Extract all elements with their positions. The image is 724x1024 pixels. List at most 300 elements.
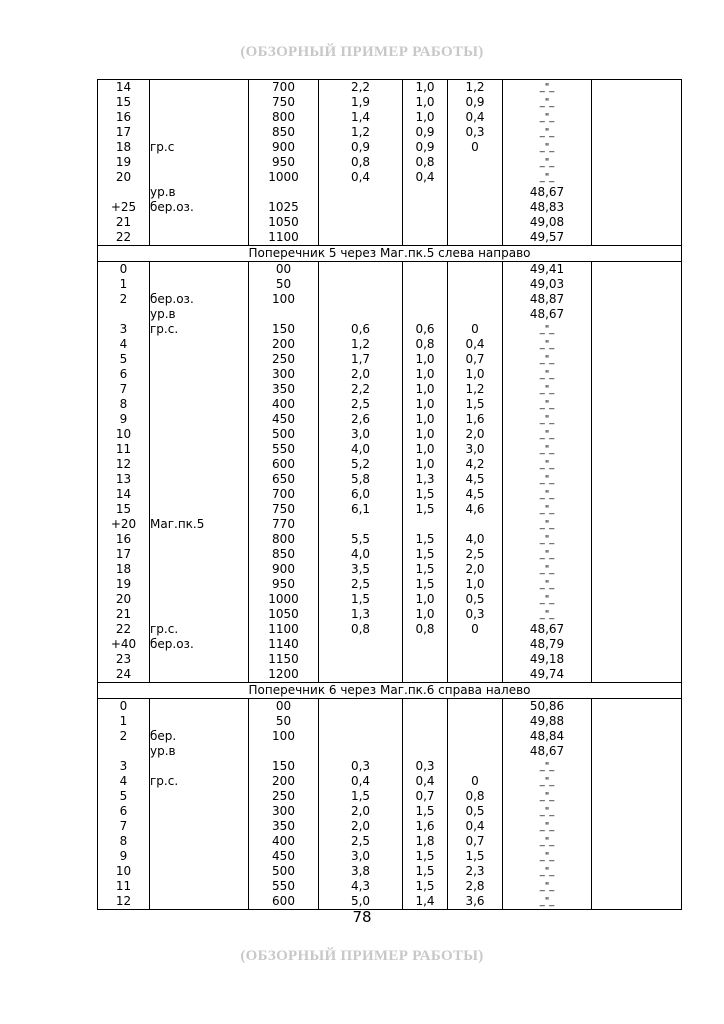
silt-depth-cell: 1,0 — [448, 367, 503, 382]
table-row — [98, 397, 682, 412]
point-description-cell: бер.оз. — [150, 292, 249, 307]
distance-cell: 1050 — [249, 607, 319, 622]
distance-cell: 1200 — [249, 667, 319, 683]
water-depth-cell: 1,8 — [403, 834, 448, 849]
table-row — [98, 125, 682, 140]
silt-depth-cell — [448, 637, 503, 652]
depth-cell — [319, 215, 403, 230]
empty-cell — [592, 307, 682, 322]
empty-cell — [592, 729, 682, 744]
silt-depth-cell: 0,4 — [448, 337, 503, 352]
silt-depth-cell — [448, 185, 503, 200]
silt-depth-cell: 0,7 — [448, 834, 503, 849]
elevation-cell: _"_ — [503, 592, 592, 607]
silt-depth-cell: 4,5 — [448, 472, 503, 487]
empty-cell — [592, 95, 682, 110]
distance-cell: 800 — [249, 110, 319, 125]
point-description-cell — [150, 667, 249, 683]
point-description-cell — [150, 472, 249, 487]
point-description-cell — [150, 804, 249, 819]
distance-cell: 600 — [249, 457, 319, 472]
section-header-row — [98, 683, 682, 699]
empty-cell — [592, 592, 682, 607]
table-row — [98, 442, 682, 457]
table-row — [98, 699, 682, 715]
table-row — [98, 532, 682, 547]
table-row — [98, 652, 682, 667]
point-description-cell: гр.с. — [150, 322, 249, 337]
water-depth-cell: 0,8 — [403, 155, 448, 170]
point-description-cell — [150, 382, 249, 397]
distance-cell: 550 — [249, 442, 319, 457]
empty-cell — [592, 352, 682, 367]
watermark-top: (ОБЗОРНЫЙ ПРИМЕР РАБОТЫ) — [240, 44, 484, 60]
empty-cell — [592, 367, 682, 382]
elevation-cell: _"_ — [503, 819, 592, 834]
point-number-cell: 8 — [98, 397, 150, 412]
distance-cell — [249, 744, 319, 759]
elevation-cell: _"_ — [503, 427, 592, 442]
empty-cell — [592, 322, 682, 337]
elevation-cell: _"_ — [503, 894, 592, 910]
elevation-cell: _"_ — [503, 442, 592, 457]
silt-depth-cell: 1,2 — [448, 382, 503, 397]
depth-cell: 0,3 — [319, 759, 403, 774]
table-row — [98, 262, 682, 278]
point-description-cell — [150, 367, 249, 382]
distance-cell: 1000 — [249, 170, 319, 185]
distance-cell: 350 — [249, 382, 319, 397]
silt-depth-cell: 2,0 — [448, 427, 503, 442]
distance-cell: 1100 — [249, 230, 319, 246]
empty-cell — [592, 457, 682, 472]
elevation-cell: _"_ — [503, 472, 592, 487]
silt-depth-cell — [448, 292, 503, 307]
table-row — [98, 607, 682, 622]
silt-depth-cell: 2,0 — [448, 562, 503, 577]
elevation-cell: _"_ — [503, 577, 592, 592]
point-number-cell: 19 — [98, 577, 150, 592]
point-number-cell: 10 — [98, 427, 150, 442]
water-depth-cell: 1,0 — [403, 607, 448, 622]
depth-cell: 0,9 — [319, 140, 403, 155]
point-description-cell — [150, 215, 249, 230]
water-depth-cell: 1,0 — [403, 352, 448, 367]
elevation-cell: _"_ — [503, 367, 592, 382]
depth-cell: 0,4 — [319, 774, 403, 789]
distance-cell: 950 — [249, 577, 319, 592]
point-description-cell — [150, 80, 249, 96]
elevation-cell: _"_ — [503, 125, 592, 140]
point-number-cell: 8 — [98, 834, 150, 849]
water-depth-cell: 1,5 — [403, 562, 448, 577]
distance-cell: 250 — [249, 352, 319, 367]
elevation-cell: _"_ — [503, 412, 592, 427]
water-depth-cell — [403, 200, 448, 215]
point-number-cell: 22 — [98, 230, 150, 246]
table-row — [98, 352, 682, 367]
point-number-cell: 21 — [98, 607, 150, 622]
table-row — [98, 170, 682, 185]
water-depth-cell: 1,4 — [403, 894, 448, 910]
silt-depth-cell: 4,2 — [448, 457, 503, 472]
elevation-cell: _"_ — [503, 502, 592, 517]
point-description-cell — [150, 547, 249, 562]
depth-cell: 2,6 — [319, 412, 403, 427]
point-description-cell — [150, 789, 249, 804]
distance-cell: 50 — [249, 714, 319, 729]
silt-depth-cell: 1,5 — [448, 849, 503, 864]
distance-cell: 450 — [249, 412, 319, 427]
depth-cell: 0,8 — [319, 622, 403, 637]
table-row — [98, 849, 682, 864]
point-number-cell: 14 — [98, 487, 150, 502]
depth-cell: 5,5 — [319, 532, 403, 547]
distance-cell: 850 — [249, 125, 319, 140]
empty-cell — [592, 487, 682, 502]
point-number-cell: 7 — [98, 382, 150, 397]
table-row — [98, 879, 682, 894]
table-row — [98, 517, 682, 532]
silt-depth-cell: 0,3 — [448, 125, 503, 140]
elevation-cell: _"_ — [503, 80, 592, 96]
elevation-cell: _"_ — [503, 517, 592, 532]
depth-cell: 1,2 — [319, 125, 403, 140]
elevation-cell: _"_ — [503, 759, 592, 774]
table-row — [98, 577, 682, 592]
empty-cell — [592, 397, 682, 412]
distance-cell: 50 — [249, 277, 319, 292]
distance-cell: 850 — [249, 547, 319, 562]
silt-depth-cell: 0 — [448, 140, 503, 155]
silt-depth-cell — [448, 699, 503, 715]
silt-depth-cell: 1,5 — [448, 397, 503, 412]
table-row — [98, 140, 682, 155]
water-depth-cell — [403, 637, 448, 652]
elevation-cell: _"_ — [503, 789, 592, 804]
point-description-cell — [150, 427, 249, 442]
empty-cell — [592, 879, 682, 894]
distance-cell: 200 — [249, 337, 319, 352]
empty-cell — [592, 849, 682, 864]
point-description-cell — [150, 262, 249, 278]
water-depth-cell: 1,5 — [403, 502, 448, 517]
point-number-cell: 17 — [98, 125, 150, 140]
point-number-cell: 15 — [98, 502, 150, 517]
point-description-cell — [150, 714, 249, 729]
elevation-cell: _"_ — [503, 487, 592, 502]
empty-cell — [592, 262, 682, 278]
point-description-cell — [150, 577, 249, 592]
table-row — [98, 637, 682, 652]
silt-depth-cell: 0 — [448, 774, 503, 789]
point-description-cell — [150, 759, 249, 774]
point-description-cell — [150, 487, 249, 502]
elevation-cell: 49,18 — [503, 652, 592, 667]
table-row — [98, 834, 682, 849]
point-description-cell — [150, 819, 249, 834]
depth-cell — [319, 200, 403, 215]
depth-cell: 1,5 — [319, 592, 403, 607]
silt-depth-cell: 2,3 — [448, 864, 503, 879]
table-row — [98, 472, 682, 487]
distance-cell: 600 — [249, 894, 319, 910]
distance-cell — [249, 185, 319, 200]
elevation-cell: _"_ — [503, 834, 592, 849]
point-number-cell: 0 — [98, 262, 150, 278]
water-depth-cell: 1,0 — [403, 110, 448, 125]
empty-cell — [592, 292, 682, 307]
page-number: 78 — [352, 908, 372, 926]
water-depth-cell: 0,4 — [403, 170, 448, 185]
empty-cell — [592, 577, 682, 592]
depth-cell: 2,5 — [319, 397, 403, 412]
water-depth-cell: 0,4 — [403, 774, 448, 789]
point-description-cell — [150, 95, 249, 110]
point-description-cell — [150, 352, 249, 367]
elevation-cell: 50,86 — [503, 699, 592, 715]
depth-cell: 2,2 — [319, 80, 403, 96]
point-description-cell: ур.в — [150, 744, 249, 759]
distance-cell: 1100 — [249, 622, 319, 637]
silt-depth-cell: 0,3 — [448, 607, 503, 622]
depth-cell — [319, 277, 403, 292]
depth-cell — [319, 667, 403, 683]
water-depth-cell: 0,9 — [403, 140, 448, 155]
point-number-cell: 18 — [98, 140, 150, 155]
silt-depth-cell — [448, 744, 503, 759]
distance-cell: 00 — [249, 699, 319, 715]
distance-cell: 900 — [249, 140, 319, 155]
point-description-cell: бер.оз. — [150, 200, 249, 215]
silt-depth-cell: 4,5 — [448, 487, 503, 502]
elevation-cell: _"_ — [503, 607, 592, 622]
silt-depth-cell: 3,6 — [448, 894, 503, 910]
distance-cell: 100 — [249, 729, 319, 744]
point-number-cell: 10 — [98, 864, 150, 879]
distance-cell: 150 — [249, 322, 319, 337]
point-description-cell — [150, 532, 249, 547]
depth-cell — [319, 637, 403, 652]
point-description-cell: гр.с. — [150, 774, 249, 789]
depth-cell — [319, 262, 403, 278]
water-depth-cell — [403, 699, 448, 715]
elevation-cell: 48,83 — [503, 200, 592, 215]
depth-cell: 1,2 — [319, 337, 403, 352]
empty-cell — [592, 170, 682, 185]
depth-cell: 0,6 — [319, 322, 403, 337]
point-number-cell: +25 — [98, 200, 150, 215]
table-row — [98, 412, 682, 427]
empty-cell — [592, 637, 682, 652]
point-number-cell: 24 — [98, 667, 150, 683]
water-depth-cell: 1,5 — [403, 547, 448, 562]
point-number-cell: +20 — [98, 517, 150, 532]
empty-cell — [592, 547, 682, 562]
silt-depth-cell — [448, 200, 503, 215]
silt-depth-cell: 4,0 — [448, 532, 503, 547]
water-depth-cell: 0,3 — [403, 759, 448, 774]
silt-depth-cell: 1,0 — [448, 577, 503, 592]
distance-cell: 400 — [249, 397, 319, 412]
table-row — [98, 819, 682, 834]
water-depth-cell — [403, 230, 448, 246]
survey-table — [97, 79, 682, 910]
distance-cell: 1025 — [249, 200, 319, 215]
table-row — [98, 80, 682, 96]
empty-cell — [592, 774, 682, 789]
depth-cell: 3,0 — [319, 427, 403, 442]
distance-cell: 250 — [249, 789, 319, 804]
empty-cell — [592, 562, 682, 577]
elevation-cell: _"_ — [503, 774, 592, 789]
empty-cell — [592, 622, 682, 637]
water-depth-cell: 1,0 — [403, 80, 448, 96]
point-number-cell: 12 — [98, 894, 150, 910]
empty-cell — [592, 667, 682, 683]
point-description-cell: гр.с. — [150, 622, 249, 637]
water-depth-cell: 1,5 — [403, 804, 448, 819]
elevation-cell: _"_ — [503, 95, 592, 110]
water-depth-cell: 0,6 — [403, 322, 448, 337]
depth-cell: 1,4 — [319, 110, 403, 125]
distance-cell: 1150 — [249, 652, 319, 667]
elevation-cell: _"_ — [503, 879, 592, 894]
distance-cell: 770 — [249, 517, 319, 532]
silt-depth-cell: 1,2 — [448, 80, 503, 96]
elevation-cell: _"_ — [503, 110, 592, 125]
point-description-cell — [150, 170, 249, 185]
point-description-cell — [150, 502, 249, 517]
distance-cell: 1140 — [249, 637, 319, 652]
distance-cell: 00 — [249, 262, 319, 278]
point-description-cell — [150, 230, 249, 246]
water-depth-cell: 1,3 — [403, 472, 448, 487]
distance-cell: 900 — [249, 562, 319, 577]
depth-cell: 3,8 — [319, 864, 403, 879]
elevation-cell: _"_ — [503, 170, 592, 185]
point-number-cell: 5 — [98, 789, 150, 804]
point-description-cell — [150, 155, 249, 170]
depth-cell: 4,0 — [319, 442, 403, 457]
point-number-cell: 22 — [98, 622, 150, 637]
table-row — [98, 547, 682, 562]
elevation-cell: 48,67 — [503, 622, 592, 637]
table-row — [98, 337, 682, 352]
point-description-cell — [150, 125, 249, 140]
point-number-cell: 16 — [98, 110, 150, 125]
silt-depth-cell — [448, 155, 503, 170]
water-depth-cell — [403, 652, 448, 667]
depth-cell: 4,3 — [319, 879, 403, 894]
water-depth-cell: 0,7 — [403, 789, 448, 804]
depth-cell — [319, 652, 403, 667]
point-description-cell — [150, 277, 249, 292]
depth-cell: 2,5 — [319, 834, 403, 849]
depth-cell — [319, 699, 403, 715]
depth-cell: 5,0 — [319, 894, 403, 910]
elevation-cell: _"_ — [503, 864, 592, 879]
depth-cell: 2,0 — [319, 367, 403, 382]
empty-cell — [592, 819, 682, 834]
silt-depth-cell: 0 — [448, 622, 503, 637]
table-row — [98, 292, 682, 307]
table-row — [98, 382, 682, 397]
point-number-cell: 5 — [98, 352, 150, 367]
empty-cell — [592, 337, 682, 352]
point-description-cell — [150, 412, 249, 427]
point-number-cell: 19 — [98, 155, 150, 170]
point-description-cell — [150, 849, 249, 864]
point-description-cell: ур.в — [150, 307, 249, 322]
point-description-cell — [150, 607, 249, 622]
empty-cell — [592, 110, 682, 125]
point-number-cell: 2 — [98, 729, 150, 744]
silt-depth-cell — [448, 667, 503, 683]
distance-cell — [249, 307, 319, 322]
elevation-cell: _"_ — [503, 457, 592, 472]
depth-cell — [319, 714, 403, 729]
empty-cell — [592, 382, 682, 397]
empty-cell — [592, 155, 682, 170]
silt-depth-cell — [448, 759, 503, 774]
silt-depth-cell: 0,5 — [448, 804, 503, 819]
depth-cell: 3,0 — [319, 849, 403, 864]
point-description-cell — [150, 457, 249, 472]
water-depth-cell — [403, 667, 448, 683]
empty-cell — [592, 427, 682, 442]
point-number-cell: 20 — [98, 592, 150, 607]
distance-cell: 150 — [249, 759, 319, 774]
depth-cell — [319, 729, 403, 744]
depth-cell: 1,3 — [319, 607, 403, 622]
empty-cell — [592, 714, 682, 729]
table-row — [98, 367, 682, 382]
water-depth-cell: 1,5 — [403, 864, 448, 879]
table-row — [98, 307, 682, 322]
water-depth-cell: 1,0 — [403, 397, 448, 412]
water-depth-cell — [403, 744, 448, 759]
water-depth-cell: 1,0 — [403, 592, 448, 607]
water-depth-cell: 1,5 — [403, 577, 448, 592]
point-number-cell: 11 — [98, 442, 150, 457]
point-number-cell: 21 — [98, 215, 150, 230]
empty-cell — [592, 230, 682, 246]
distance-cell: 700 — [249, 487, 319, 502]
point-description-cell — [150, 337, 249, 352]
point-number-cell: 20 — [98, 170, 150, 185]
point-number-cell: 3 — [98, 322, 150, 337]
point-description-cell — [150, 110, 249, 125]
point-number-cell: 18 — [98, 562, 150, 577]
water-depth-cell: 1,5 — [403, 879, 448, 894]
table-row — [98, 200, 682, 215]
water-depth-cell: 1,5 — [403, 487, 448, 502]
empty-cell — [592, 804, 682, 819]
silt-depth-cell — [448, 230, 503, 246]
point-description-cell: гр.с — [150, 140, 249, 155]
empty-cell — [592, 834, 682, 849]
table-row — [98, 744, 682, 759]
point-number-cell: 3 — [98, 759, 150, 774]
elevation-cell: 48,67 — [503, 744, 592, 759]
silt-depth-cell: 4,6 — [448, 502, 503, 517]
water-depth-cell — [403, 185, 448, 200]
empty-cell — [592, 699, 682, 715]
elevation-cell: _"_ — [503, 849, 592, 864]
silt-depth-cell: 0,8 — [448, 789, 503, 804]
table-row — [98, 774, 682, 789]
